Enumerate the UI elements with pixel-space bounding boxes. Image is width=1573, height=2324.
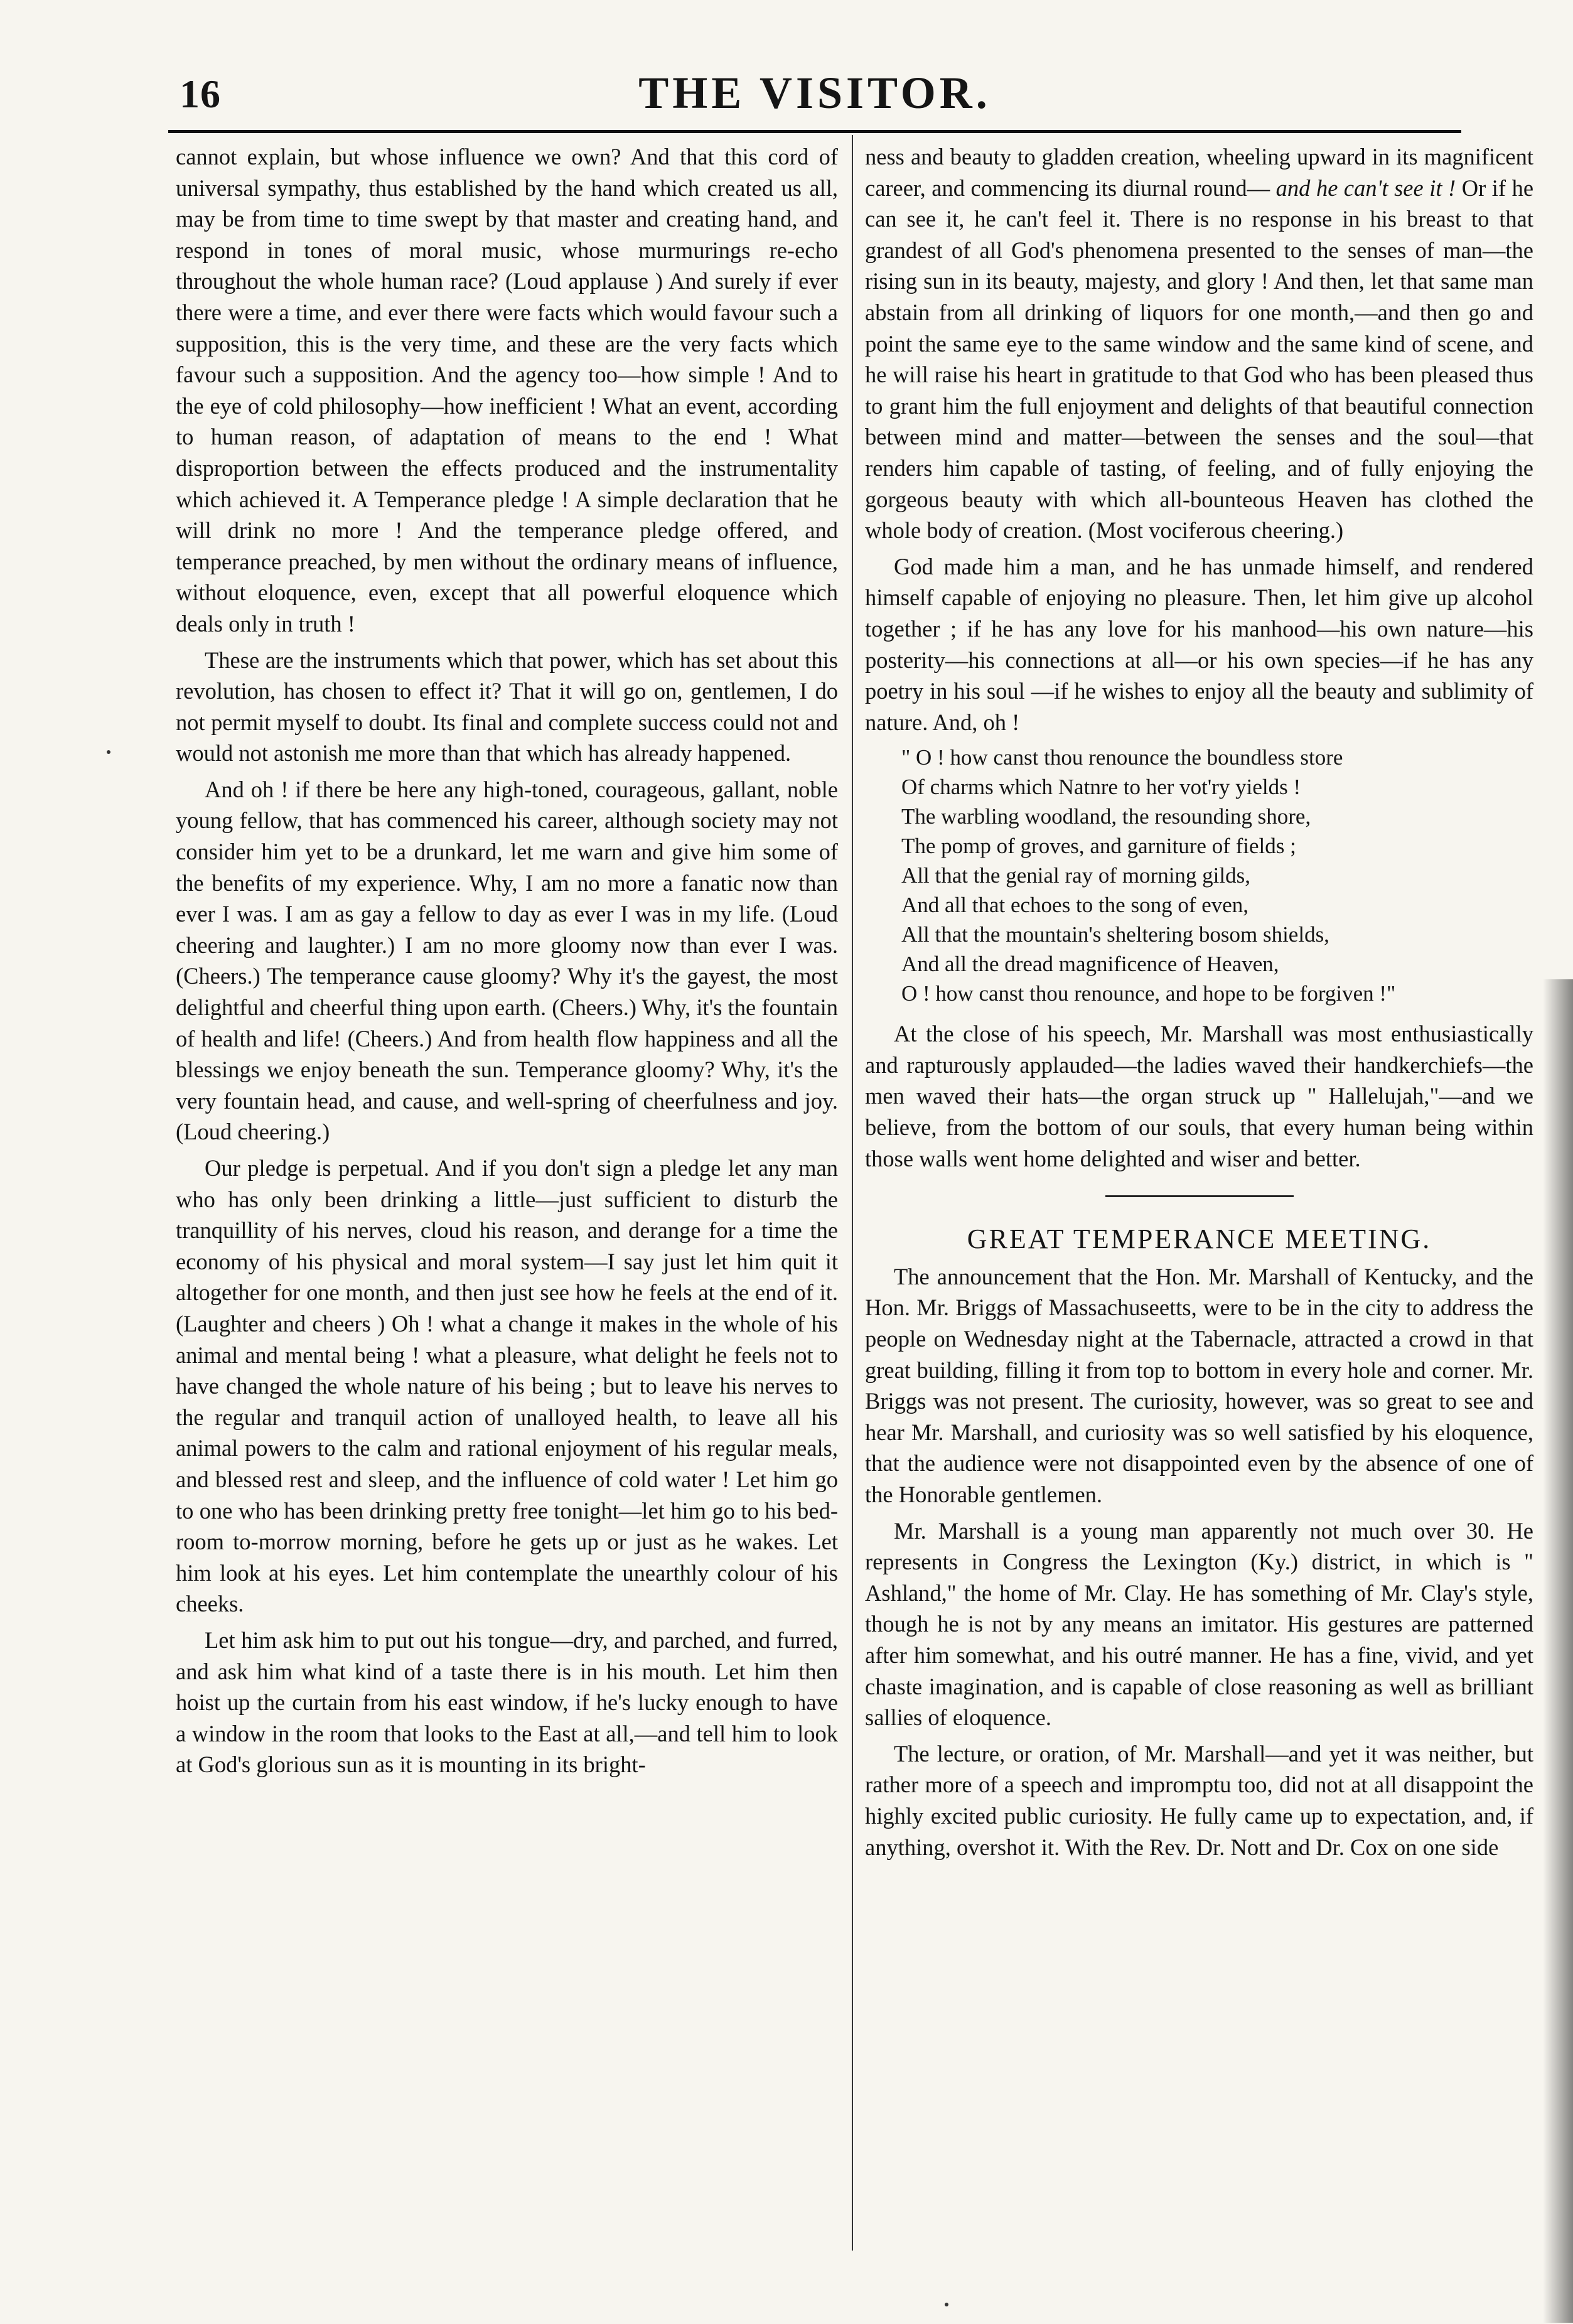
- article-paragraph: At the close of his speech, Mr. Marshall was most enthusiastically and rapturously applauded—the ladies waved their handkerchiefs—the men waved their hats—the organ struck up " Hallelujah,"—and we believe, from the bottom of our souls, that every human being within those walls went home delighted and wiser and better.: [865, 1021, 1533, 1171]
- poem-line: The pomp of groves, and garniture of fields ;: [901, 834, 1296, 859]
- article-paragraph: And oh ! if there be here any high-toned, courageous, gallant, noble young fellow, that has commenced his career, although society may not consider him yet to be a drunkard, let me warn and give him some of the benefits of my experience. Why, I am no more a fanatic now than ever I was. I am as gay a fellow to day as ever I was in my life. (Loud cheering and laughter.) I am no more gloomy now than ever I was. (Cheers.) The temperance cause gloomy? Why it's the gayest, the most delightful and cheerful thing upon earth. (Cheers.) Why, it's the fountain of health and life! (Cheers.) And from health flow happiness and all the blessings we enjoy beneath the sun. Temperance gloomy? Why, it's the very fountain head, and cause, and well-spring of cheerfulness and joy. (Loud cheering.): [176, 776, 838, 1145]
- left-column: [176, 141, 838, 1785]
- header-rule: [168, 130, 1461, 133]
- article-paragraph: These are the instruments which that power, which has set about this revolution, has chosen to effect it? That it will go on, gentlemen, I do not permit myself to doubt. Its final and complete success could not and would not astonish me more than that which has already happened.: [176, 647, 838, 767]
- article-paragraph: The lecture, or oration, of Mr. Marshall—and yet it was neither, but rather more of a speech and impromptu too, did not at all disappoint the highly excited public curiosity. He fully came up to expectation, and, if anything, overshot it. With the Rev. Dr. Nott and Dr. Cox on one side: [865, 1740, 1533, 1860]
- right-column: [865, 141, 1533, 1868]
- poem-line: " O ! how canst thou renounce the boundless store: [901, 745, 1343, 770]
- article-paragraph: The announcement that the Hon. Mr. Marshall of Kentucky, and the Hon. Mr. Briggs of Massachuseetts, were to be in the city to address the people on Wednesday night at the Tabernacle, attracted a crowd in that great building, filling it from top to bottom in every hole and corner. Mr. Briggs was not present. The curiosity, however, was so great to see and hear Mr. Marshall, and curiosity was so well satisfied by his eloquence, that the audience were not disappointed even by the absence of one of the Honorable gentlemen.: [865, 1263, 1533, 1507]
- page-number: 16: [180, 72, 221, 116]
- ink-speck: [945, 2303, 948, 2306]
- paragraph-text: ness and beauty to gladden creation, wheeling upward in its magnificent career, and commencing its diurnal round—: [865, 144, 1533, 201]
- paper-title: THE VISITOR.: [638, 68, 991, 118]
- article-paragraph: Let him ask him to put out his tongue—dry, and parched, and furred, and ask him what kind of a taste there is in his mouth. Let him then hoist up the curtain from his east window, if he's lucky enough to have a window in the room that looks to the East at all,—and tell him to look at God's glorious sun as it is mounting in its bright-: [176, 1627, 838, 1778]
- poem-line: And all that echoes to the song of even,: [901, 893, 1249, 918]
- page-header: [168, 60, 1461, 135]
- poem-line: The warbling woodland, the resounding shore,: [901, 804, 1311, 829]
- article-paragraph: Mr. Marshall is a young man apparently not much over 30. He represents in Congress the Lexington (Ky.) district, in which is " Ashland," the home of Mr. Clay. He has something of Mr. Clay's style, though he is not by any means an imitator. His gestures are patterned after him somewhat, and his outré manner. He has a fine, vivid, and yet chaste imagination, and is capable of close reasoning as well as brilliant sallies of eloquence.: [865, 1517, 1533, 1731]
- article-paragraph: God made him a man, and he has unmade himself, and rendered himself capable of enjoying no pleasure. Then, let him give up alcohol together ; if he has any love for his manhood—his own nature—his posterity—his connections at all—or his own species—if he has any poetry in his soul —if he wishes to enjoy all the beauty and sublimity of nature. And, oh !: [865, 553, 1533, 735]
- poem-line: And all the dread magnificence of Heaven,: [901, 952, 1279, 977]
- page-edge-shadow: [1543, 979, 1573, 2323]
- section-separator-rule: [1105, 1195, 1294, 1197]
- section-heading: GREAT TEMPERANCE MEETING.: [967, 1224, 1432, 1255]
- article-paragraph: Our pledge is perpetual. And if you don't sign a pledge let any man who has only been drinking a little—just sufficient to disturb the tranquillity of his nerves, cloud his reason, and derange for a time the economy of his physical and moral system—I say just let him quit it altogether for one month, and then just see how he feels at the end of it. (Laughter and cheers ) Oh ! what a change it makes in the whole of his animal and mental being ! what a pleasure, what delight he feels not to have changed the whole nature of his being ; but to leave his nerves to the regular and tranquil action of unalloyed health, to leave all his animal powers to the calm and rational enjoyment of his regular meals, and blessed rest and sleep, and the influence of cold water ! Let him go to one who has been drinking pretty free tonight—let him go to his bed-room to-morrow morning, before he gets up or just as he wakes. Let him look at his eyes. Let him contemplate the unearthly colour of his cheeks.: [176, 1155, 838, 1617]
- article-paragraph: [865, 141, 1533, 546]
- ink-speck: [107, 750, 110, 754]
- poem-line: All that the mountain's sheltering bosom shields,: [901, 922, 1329, 947]
- italic-phrase: and he can't see it !: [1275, 175, 1456, 201]
- article-paragraph: cannot explain, but whose influence we own? And that this cord of universal sympathy, thus established by the hand which created us all, may be from time to time swept by that master and creating hand, and respond in tones of moral music, whose murmurings re-echo throughout the whole human race? (Loud applause ) And surely if ever there were a time, and ever there were facts which would favour such a supposition, this is the very time, and these are the very facts which favour such a supposition. And the agency too—how simple ! And to the eye of cold philosophy—how inefficient ! What an event, according to human reason, of adaptation of means to the end ! What disproportion between the effects produced and the instrumentality which achieved it. A Temperance pledge ! A simple declaration that he will drink no more ! And the temperance pledge offered, and temperance preached, by men without the ordinary means of influence, without eloquence, even, except that all powerful eloquence which deals only in truth !: [176, 144, 838, 637]
- column-divider: [852, 135, 853, 2251]
- poem-quote: [901, 743, 1533, 1008]
- poem-line: All that the genial ray of morning gilds,: [901, 863, 1251, 888]
- poem-line: O ! how canst thou renounce, and hope to be forgiven !": [901, 981, 1396, 1006]
- paragraph-text: Or if he can see it, he can't feel it. There is no response in his breast to that grandest of all God's phenomena presented to the senses of man—the rising sun in its beauty, majesty, and glory ! And then, let that same man abstain from all drinking of liquors for one month,—and then go and point the same eye to the same window and the same kind of scene, and he will raise his heart in gratitude to that God who has been pleased thus to grant him the full enjoyment and delights of that beautiful connection between mind and matter—between the senses and the soul—that renders him capable of tasting, of feeling, and of fully enjoying the gorgeous beauty with which all-bounteous Heaven has clothed the whole body of creation. (Most vociferous cheering.): [865, 175, 1534, 544]
- poem-line: Of charms which Natnre to her vot'ry yields !: [901, 775, 1301, 800]
